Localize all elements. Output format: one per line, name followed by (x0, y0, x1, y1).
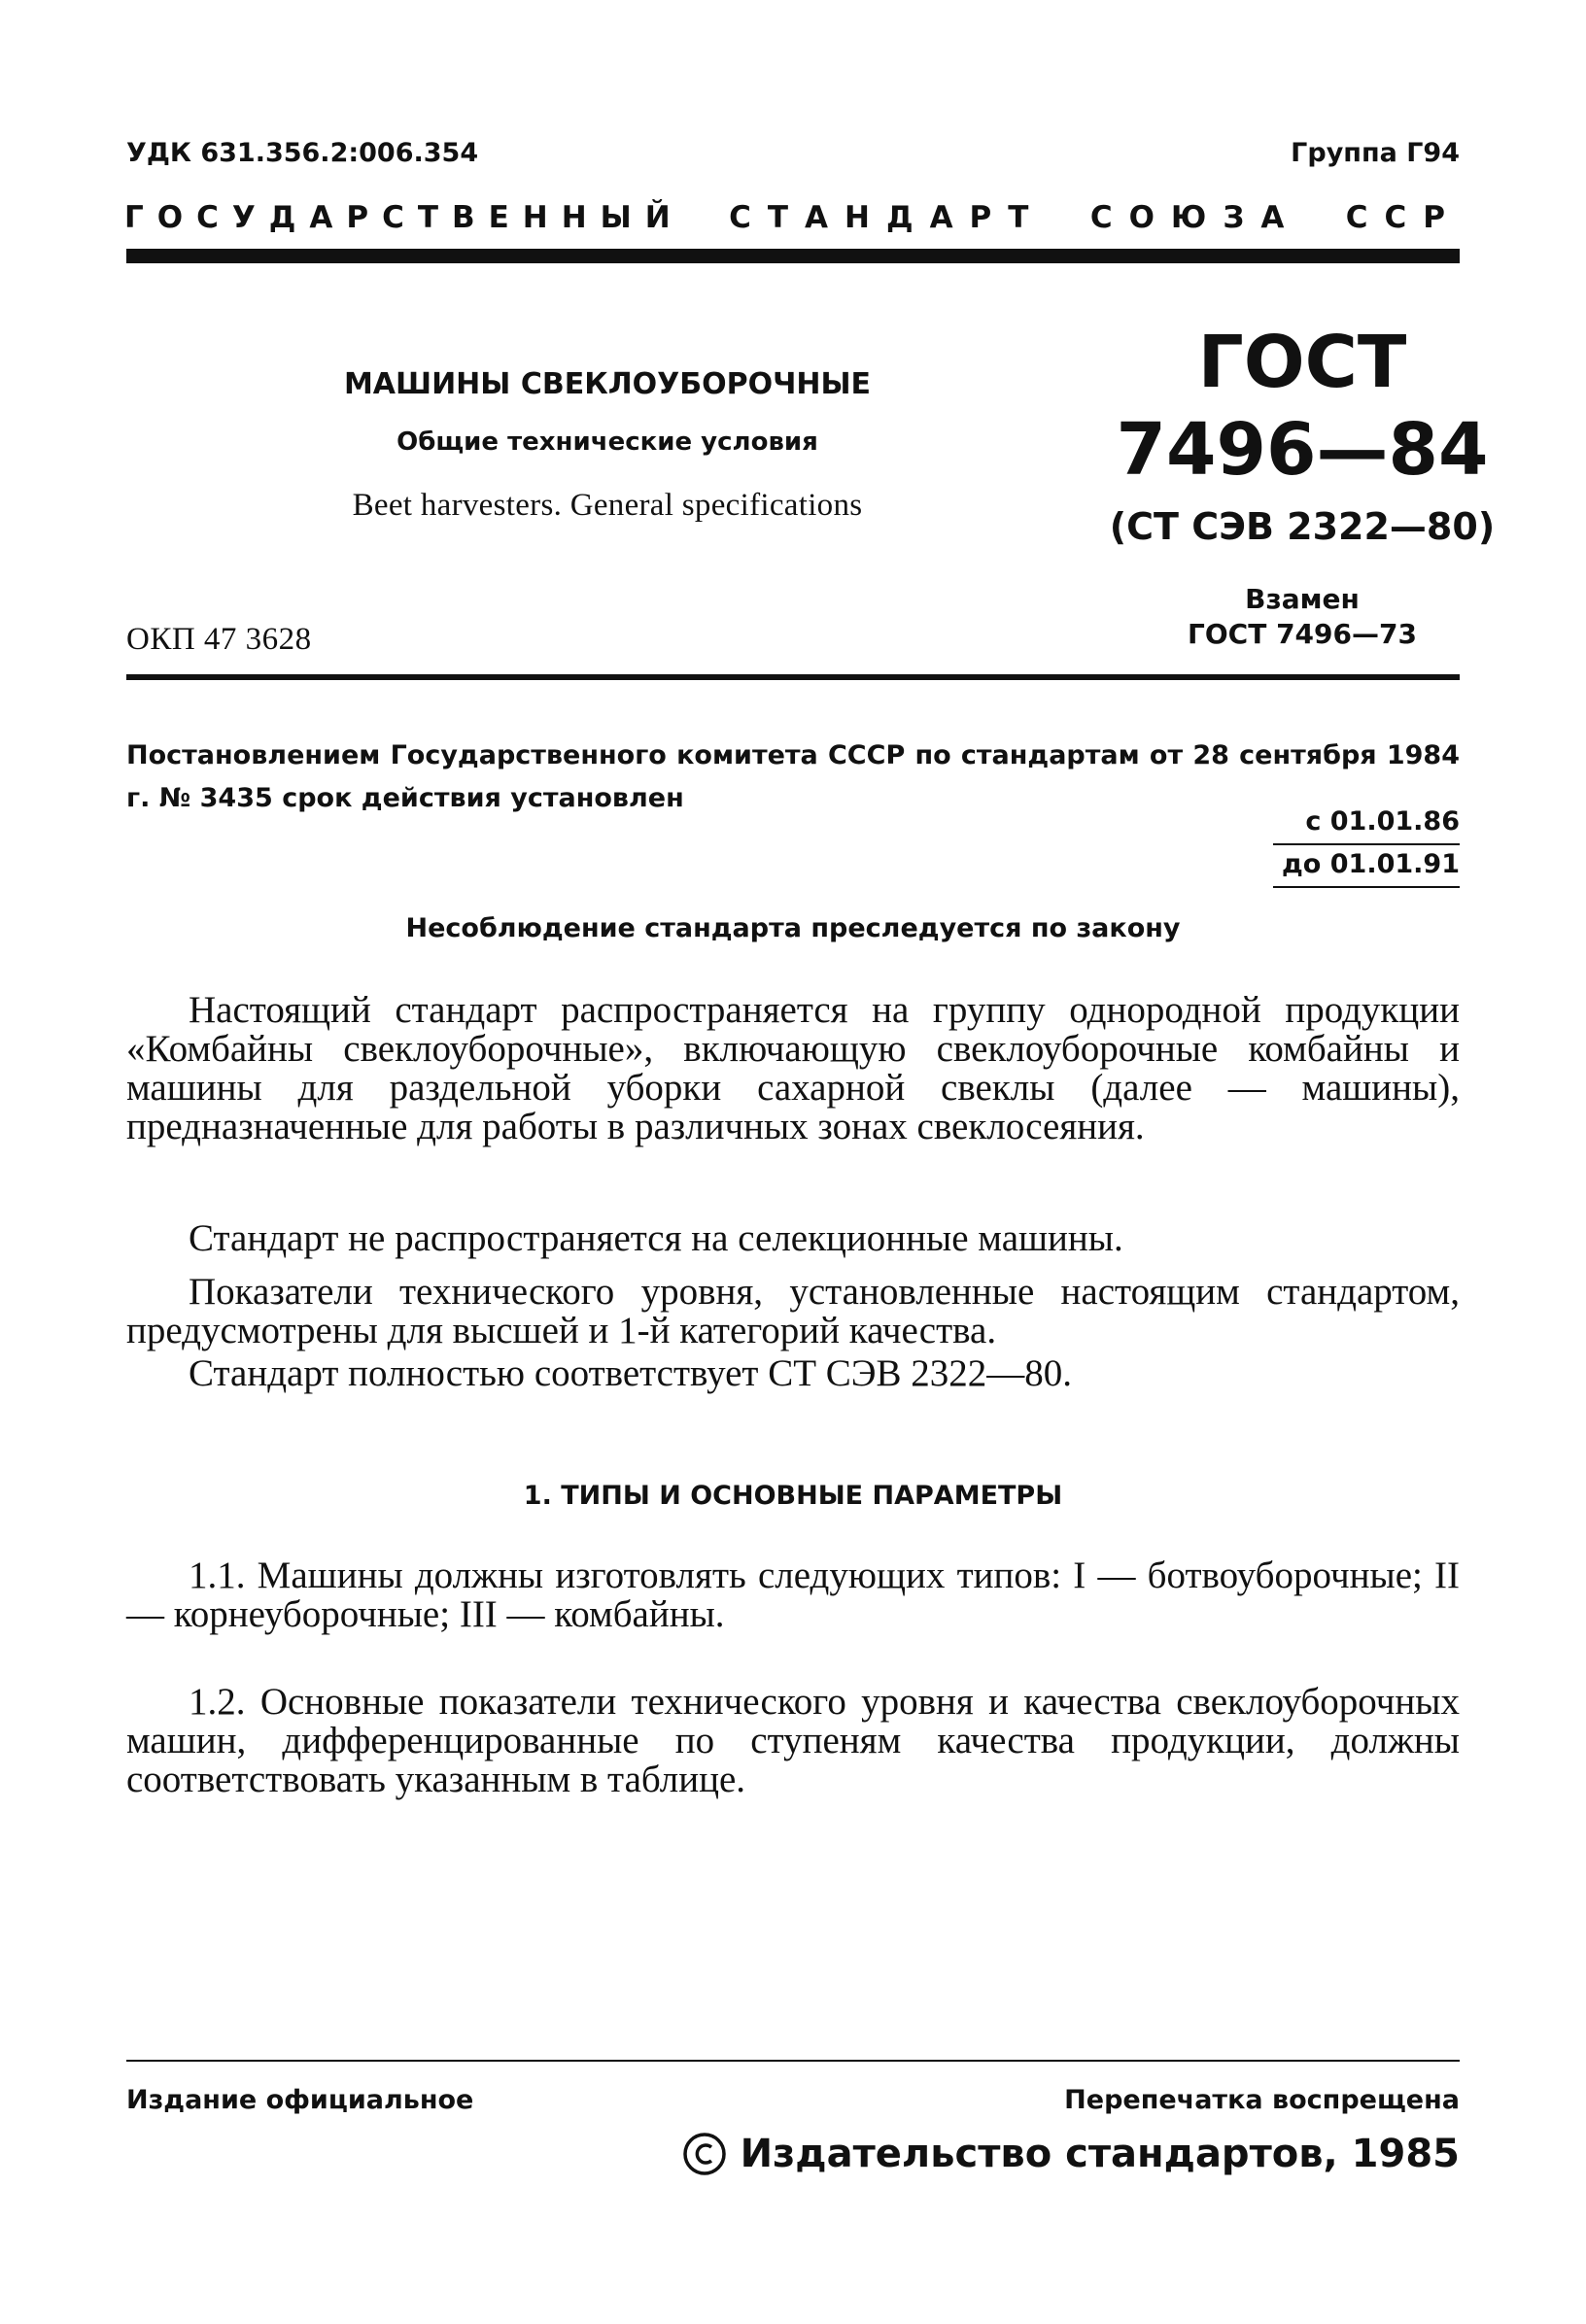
section-heading: 1. ТИПЫ И ОСНОВНЫЕ ПАРАМЕТРЫ (523, 1481, 1063, 1511)
clause-1-2: 1.2. Основные показатели технического уровня и качества свеклоуборочных машин, дифференцированные по ступеням качества продукции, должны соответствовать указанным в таблице. (126, 1681, 1460, 1800)
document-subtitle: Общие технические условия (396, 427, 818, 457)
document-title: МАШИНЫ СВЕКЛОУБОРОЧНЫЕ (343, 367, 872, 401)
penalty-notice: Несоблюдение стандарта преследуется по закону (405, 913, 1181, 943)
replaces-reference: ГОСТ 7496—73 (1188, 618, 1417, 650)
clause-1-1: 1.1. Машины должны изготовлять следующих типов: I — ботвоуборочные; II — корнеуборочные; III — комбайны. (126, 1555, 1460, 1635)
middle-rule (126, 674, 1460, 680)
scope-paragraph: Настоящий стандарт распространяется на группу однородной продукции «Комбайны свеклоуборочные», включающую свеклоуборочные комбайны и машины для раздельной уборки сахарной свеклы (далее — машины), предназначенные для работы в различных зонах свеклосеяния. (126, 989, 1460, 1147)
okp-code: ОКП 47 3628 (126, 622, 312, 657)
udk-code: УДК 631.356.2:006.354 (126, 138, 479, 168)
compliance-paragraph: Стандарт полностью соответствует СТ СЭВ 2322—80. (189, 1352, 1073, 1394)
footer-rule (126, 2060, 1460, 2062)
date-underline (1273, 843, 1460, 845)
sev-reference: (СТ СЭВ 2322—80) (1109, 505, 1496, 548)
banner-word: СТАНДАРТ (729, 200, 1046, 235)
decree-text: Постановлением Государственного комитета СССР по стандартам от 28 сентября 1984 г. № 3435 срок действия установлен (126, 740, 1460, 813)
top-rule (126, 249, 1460, 263)
quality-paragraph: Показатели технического уровня, установленные настоящим стандартом, предусмотрены для высшей и 1-й категорий качества. (126, 1271, 1460, 1351)
banner-word: ГОСУДАРСТВЕННЫЙ (124, 200, 684, 235)
banner-word: ССР (1345, 200, 1462, 235)
publisher-line (682, 2132, 1460, 2176)
effective-date-to: до 01.01.91 (1282, 849, 1460, 879)
effective-date-from: с 01.01.86 (1305, 806, 1460, 837)
exclusion-paragraph: Стандарт не распространяется на селекционные машины. (189, 1217, 1123, 1259)
english-title: Beet harvesters. General specifications (352, 488, 863, 523)
copyright-icon (682, 2132, 727, 2176)
banner-word: СОЮЗА (1089, 200, 1301, 235)
date-underline (1273, 886, 1460, 888)
official-edition: Издание официальное (126, 2085, 474, 2115)
reprint-notice: Перепечатка воспрещена (1064, 2085, 1460, 2115)
replaces-label: Взамен (1245, 583, 1360, 615)
standard-banner (124, 200, 1462, 235)
group-code: Группа Г94 (1291, 138, 1460, 168)
gost-number: 7496—84 (1116, 408, 1489, 492)
gost-label: ГОСТ (1197, 321, 1407, 404)
publisher-text: Издательство стандартов, 1985 (740, 2132, 1460, 2176)
